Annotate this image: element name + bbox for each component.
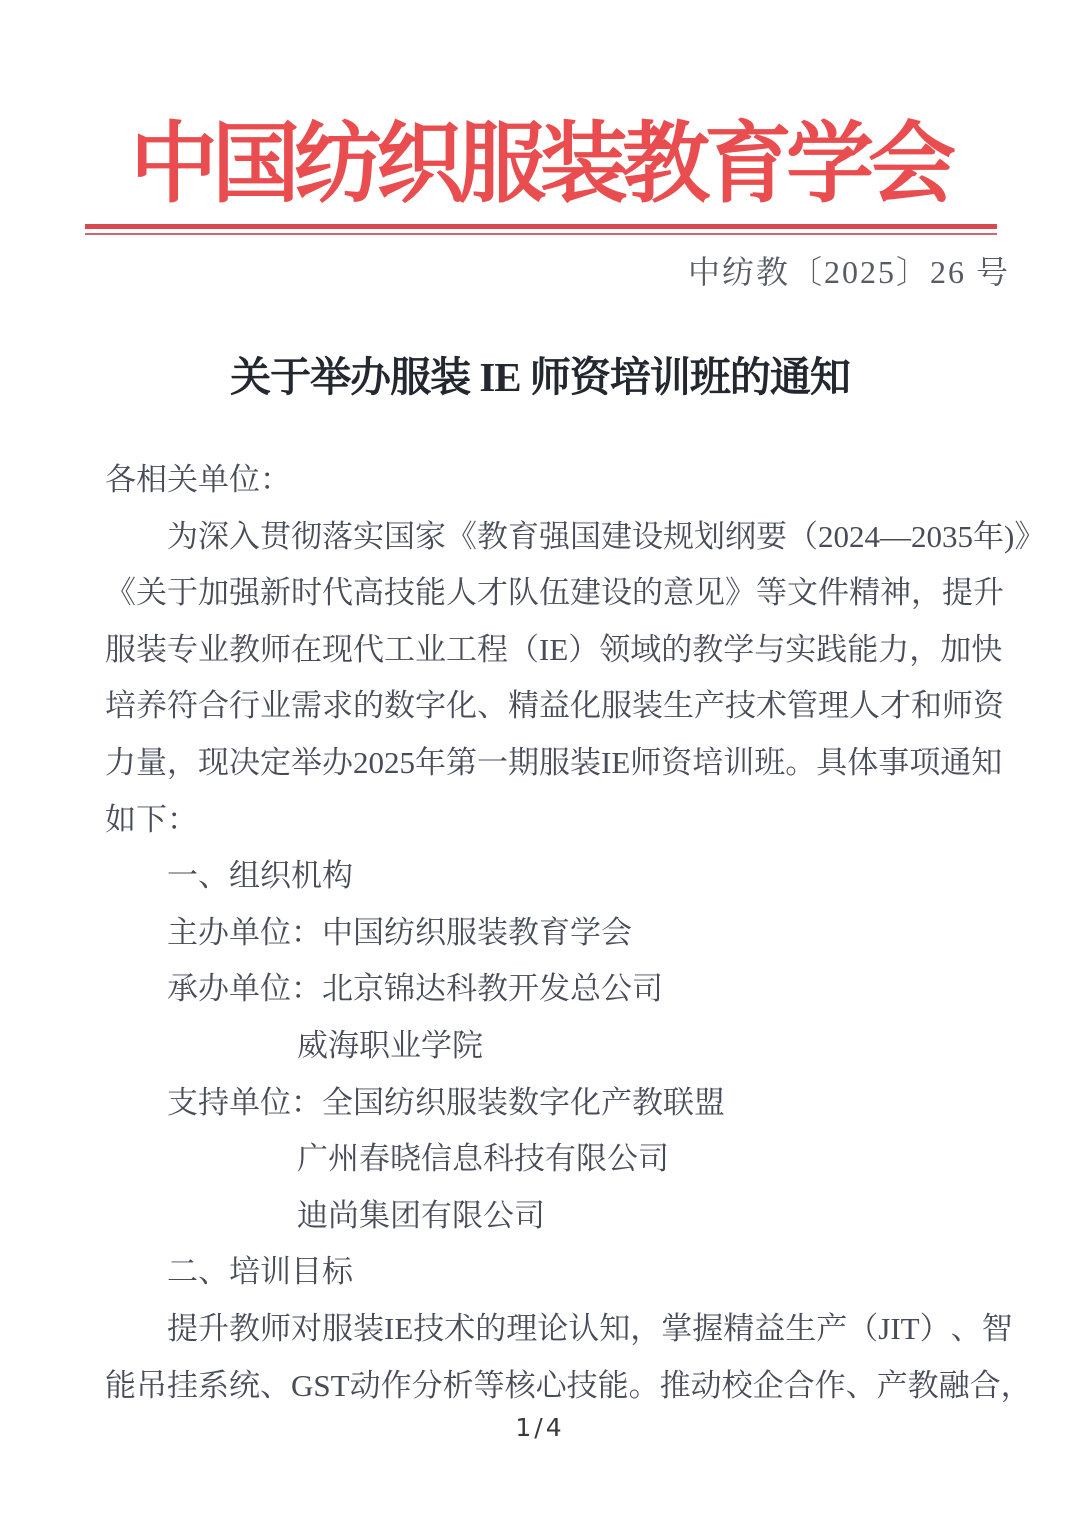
- body-line: 为 深 入 贯 彻 落 实 国 家 《 教 育 强 国 建 设 规 划 纲 要 （ 2024—2035 年 ) 》: [167, 518, 1046, 554]
- body-line: 能 吊 挂 系 统 、 GST 动 作 分 析 等 核 心 技 能 。 推 动 校 企 合 作 、 产 教 融 合 ，: [105, 1367, 1032, 1403]
- body-line: 培 养 符 合 行 业 需 求 的 数 字 化 、 精 益 化 服 装 生 产 技 术 管 理 人 才 和 师 资: [105, 688, 1004, 724]
- page-indicator: 1/4: [515, 1413, 565, 1442]
- header-divider-thin-rule: [85, 233, 997, 235]
- body-line: 广州春晓信息科技有限公司: [297, 1141, 669, 1177]
- body-line: 二、培训目标: [167, 1254, 353, 1290]
- body-line: 服 装 专 业 教 师 在 现 代 工 业 工 程 （ IE ） 领 域 的 教 学 与 实 践 能 力 ， 加 快: [105, 631, 1003, 667]
- body-line: 支持单位：全国纺织服装数字化产教联盟: [167, 1084, 725, 1120]
- header-divider: [85, 224, 997, 235]
- body-line: 《 关 于 加 强 新 时 代 高 技 能 人 才 队 伍 建 设 的 意 见 》 等 文 件 精 神 ， 提 升: [105, 575, 1004, 611]
- document-body: [105, 452, 1046, 1414]
- letterhead-title: 中国纺织服装教育学会: [129, 117, 950, 214]
- body-line: 如下：: [105, 801, 198, 837]
- body-line: 威海职业学院: [297, 1027, 483, 1063]
- body-line: 力 量 ， 现 决 定 举 办 2025 年 第 一 期 服 装 IE 师 资 培 训 班 。 具 体 事 项 通 知: [105, 744, 1003, 780]
- body-line: 主办单位：中国纺织服装教育学会: [167, 914, 632, 950]
- body-line: 提 升 教 师 对 服 装 IE 技 术 的 理 论 认 知 ， 掌 握 精 益 生 产 （ JIT ） 、 智: [167, 1310, 1013, 1346]
- body-line: 各相关单位：: [105, 462, 291, 497]
- body-line: 迪尚集团有限公司: [297, 1197, 545, 1233]
- body-line: 承办单位：北京锦达科教开发总公司: [167, 971, 663, 1007]
- body-line: 一、组织机构: [167, 858, 353, 894]
- doc-number: 中纺教〔2025〕26 号: [687, 254, 1010, 290]
- document-title: 关于举办服装 IE 师资培训班的通知: [230, 354, 850, 400]
